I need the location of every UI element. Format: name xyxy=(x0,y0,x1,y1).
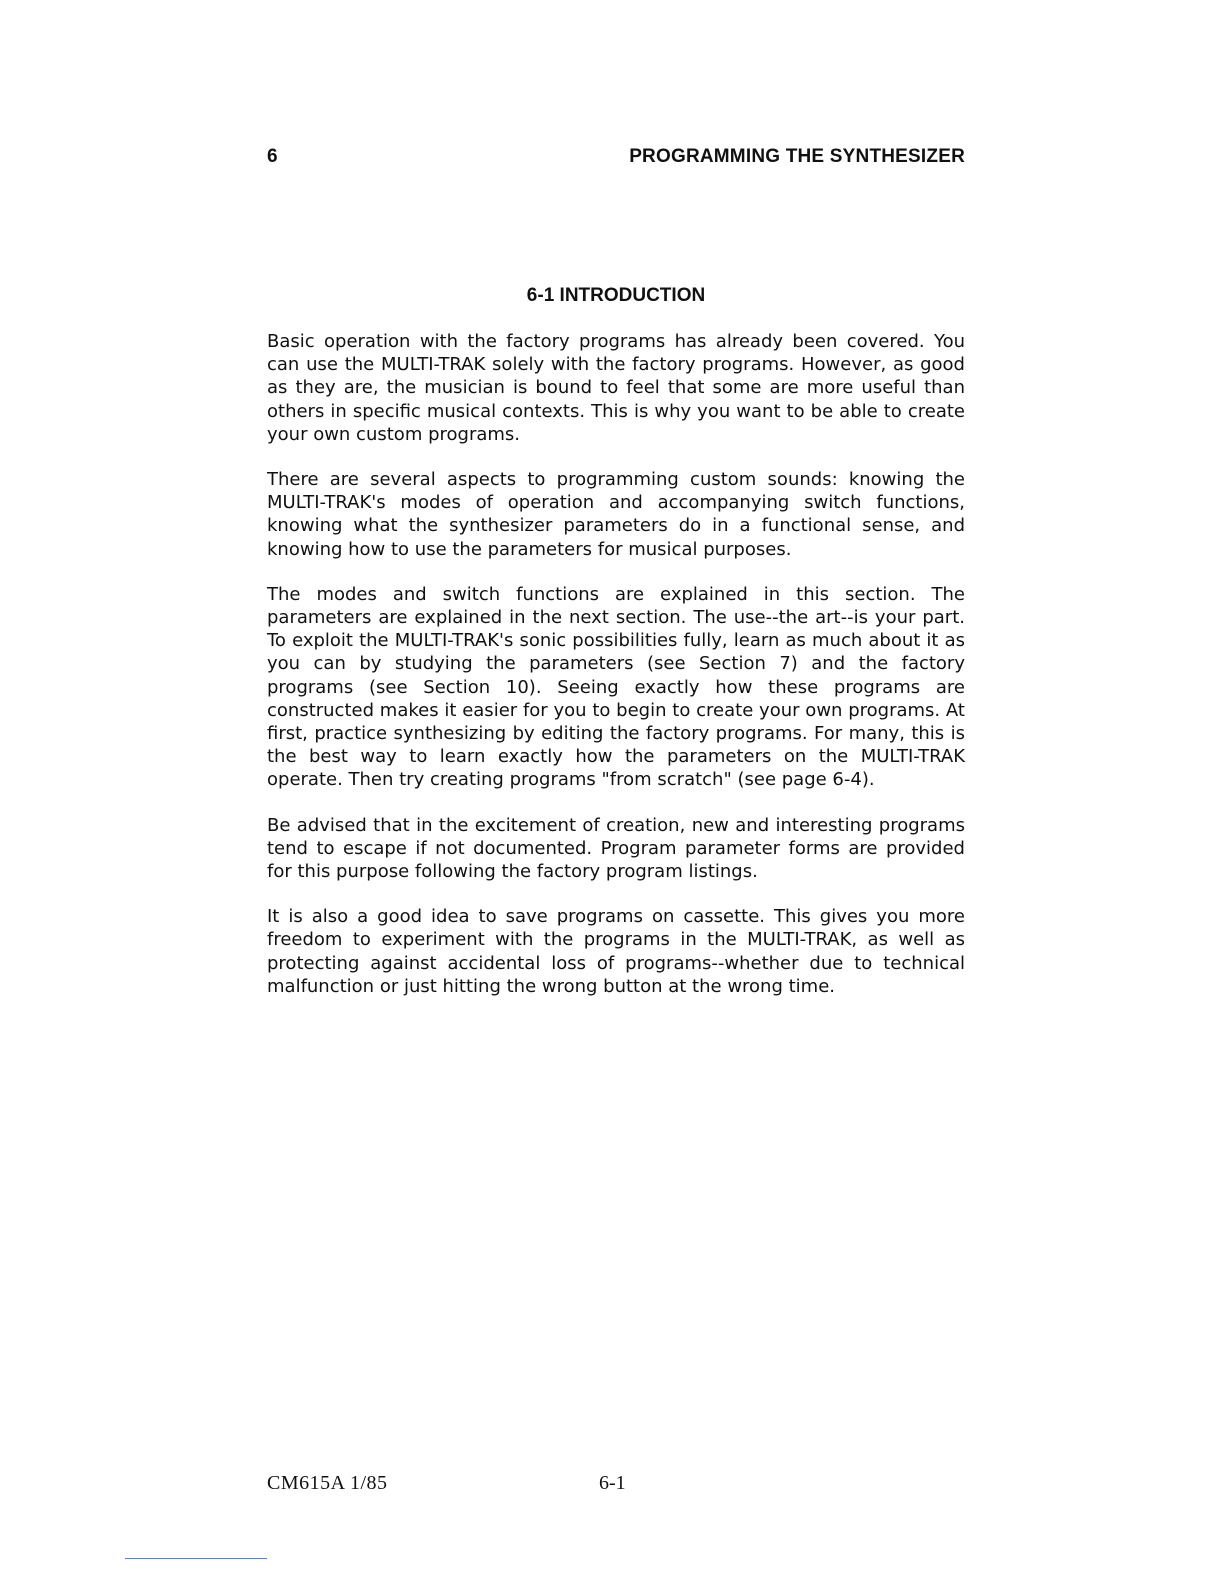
footer-page-label: 6-1 xyxy=(599,1472,626,1494)
paragraph: Basic operation with the factory programs has already been covered. You can use the MULTI-TRAK solely with the factory programs. However, as good as they are, the musician is bound to feel that some are more useful than others in specific musical contexts. This is why you want to be able to create your own custom programs. xyxy=(267,331,965,445)
header-page-number: 6 xyxy=(267,146,278,167)
paragraph: The modes and switch functions are explained in this section. The parameters are explained in the next section. The use--the art--is your part. To exploit the MULTI-TRAK's sonic possibilities fully, learn as much about it as you can by studying the parameters (see Section 7) and the factory programs (see Section 10). Seeing exactly how these programs are constructed makes it easier for you to begin to create your own programs. At first, practice synthesizing by editing the factory programs. For many, this is the best way to learn exactly how the parameters on the MULTI-TRAK operate. Then try creating programs "from scratch" (see page 6-4). xyxy=(267,583,965,791)
body-text xyxy=(267,330,965,1020)
header-title: PROGRAMMING THE SYNTHESIZER xyxy=(629,146,965,167)
paragraph: Be advised that in the excitement of creation, new and interesting programs tend to escape if not documented. Program parameter forms are provided for this purpose following the factory program listings. xyxy=(267,814,965,883)
bottom-divider xyxy=(125,1558,267,1559)
section-heading: 6-1 INTRODUCTION xyxy=(526,285,706,306)
footer-doc-code: CM615A 1/85 xyxy=(267,1472,388,1494)
paragraph: There are several aspects to programming custom sounds: knowing the MULTI-TRAK's modes of operation and accompanying switch functions, knowing what the synthesizer parameters do in a functional sense, and knowing how to use the parameters for musical purposes. xyxy=(267,469,965,560)
paragraph: It is also a good idea to save programs on cassette. This gives you more freedom to experiment with the programs in the MULTI-TRAK, as well as protecting against accidental loss of programs--whether due to technical malfunction or just hitting the wrong button at the wrong time. xyxy=(267,906,965,997)
